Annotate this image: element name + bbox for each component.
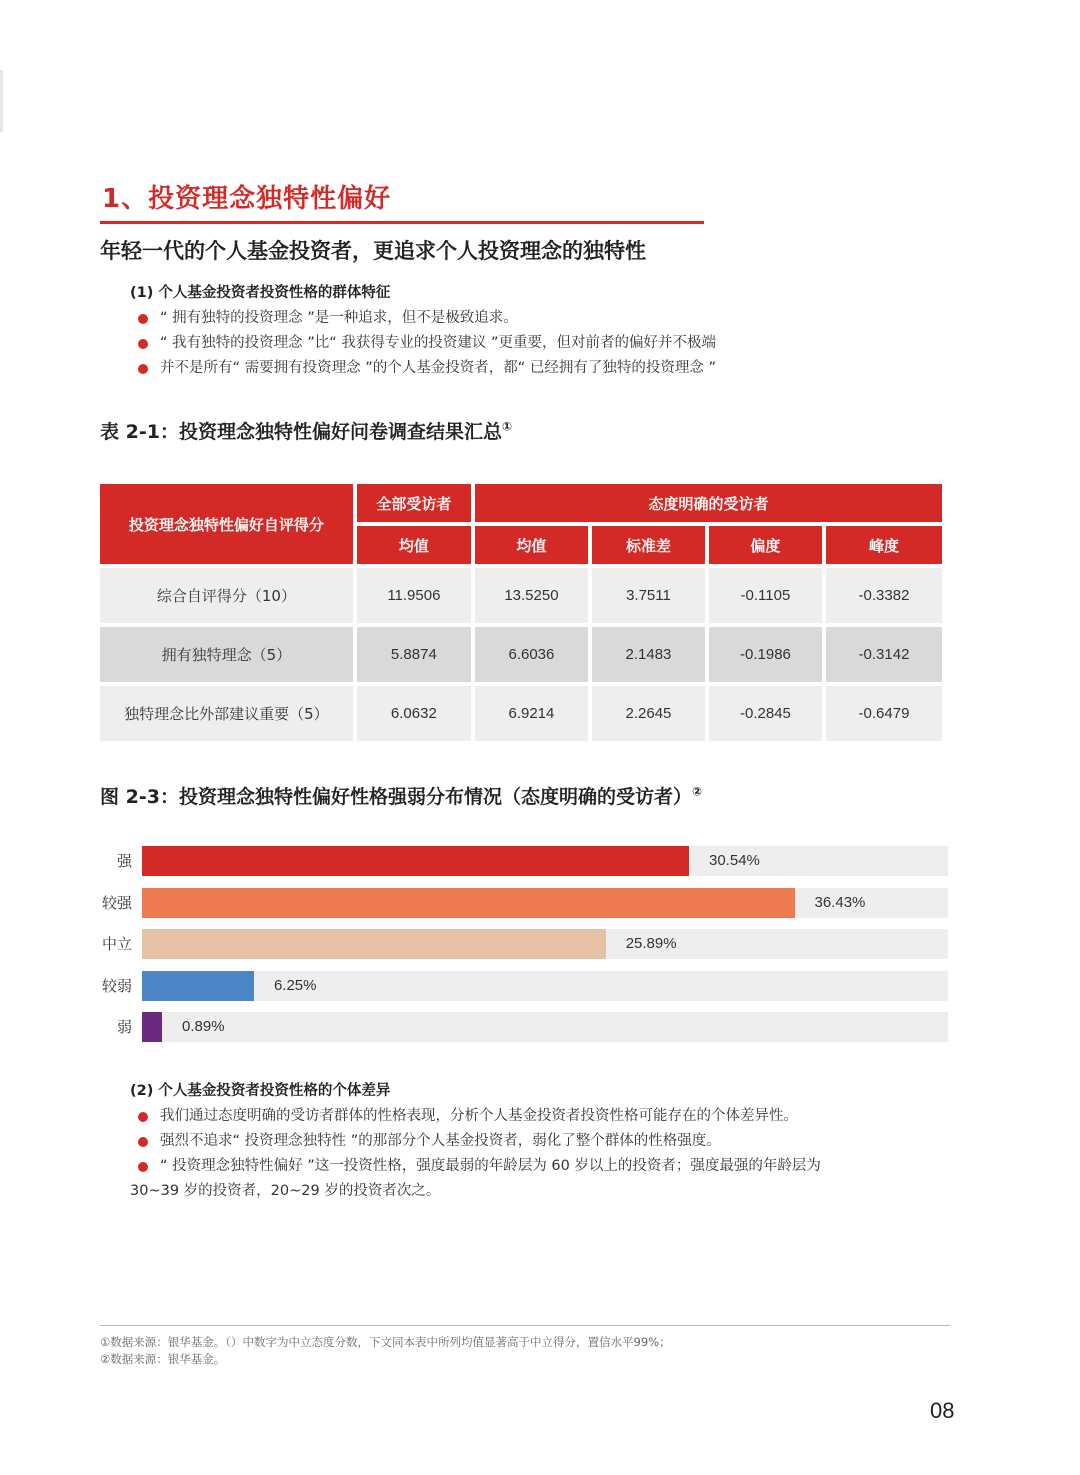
column-header: 标准差 [592,526,705,564]
table-footnote-mark: ① [501,419,513,434]
bar-category-label: 中立 [101,935,132,953]
bullet-text: 强烈不追求“ 投资理念独特性 ”的那部分个人基金投资者，弱化了整个群体的性格强度。 [160,1133,721,1149]
table-cell: 5.8874 [357,627,471,682]
bar-track [142,971,948,1001]
table-caption-text: 表 2-1：投资理念独特性偏好问卷调查结果汇总 [100,421,502,443]
part1-heading: (1) 个人基金投资者投资性格的群体特征 [130,285,391,301]
bar-category-label: 弱 [116,1018,132,1036]
bar-track [142,1012,948,1042]
row-label: 综合自评得分（10） [100,568,353,623]
chart-caption [100,782,702,809]
bullet-dot-icon [138,1137,148,1147]
table-cell: -0.3382 [826,568,942,623]
column-header: 均值 [357,526,471,564]
part1-bullet [130,306,716,331]
row-header-label: 投资理念独特性偏好自评得分 [100,484,353,564]
table-cell: -0.6479 [826,686,942,741]
column-header: 均值 [475,526,588,564]
part2-block [130,1079,821,1204]
section-subtitle: 年轻一代的个人基金投资者，更追求个人投资理念的独特性 [100,239,646,263]
group-header-all: 全部受访者 [357,484,471,522]
bar-category-label: 较强 [101,893,132,912]
table-cell: 2.1483 [592,627,705,682]
page-number: 08 [930,1398,955,1423]
footnote-2: ②数据来源：银华基金。 [100,1352,226,1366]
table-cell: 6.6036 [475,627,588,682]
table-cell: 11.9506 [357,568,471,623]
bar-track [142,888,948,918]
bullet-text: “ 我有独特的投资理念 ”比“ 我获得专业的投资建议 ”更重要，但对前者的偏好并不极端 [160,335,716,351]
bar [142,888,795,918]
bar-row [100,929,950,959]
bar-track [142,846,948,876]
bar [142,929,606,959]
bullet-text: “ 投资理念独特性偏好 ”这一投资性格，强度最弱的年龄层为 60 岁以上的投资者；强度最强的年龄层为 [160,1158,821,1174]
column-header: 偏度 [709,526,822,564]
part1-block [130,281,716,381]
footnote-1: ①数据来源：银华基金。（）中数字为中立态度分数，下文同本表中所列均值显著高于中立得分，置信水平99%； [100,1335,671,1349]
table-row [100,686,942,741]
bar [142,971,254,1001]
survey-table [96,480,946,745]
bullet-dot-icon [138,364,148,374]
part1-bullet [130,331,716,356]
table-cell: -0.1105 [709,568,822,623]
bullet-text: 并不是所有“ 需要拥有投资理念 ”的个人基金投资者，都“ 已经拥有了独特的投资理念 ” [160,360,716,376]
table-cell: -0.2845 [709,686,822,741]
bullet-text: “ 拥有独特的投资理念 ”是一种追求，但不是极致追求。 [160,310,518,326]
part2-bullet [130,1104,821,1129]
group-header-clear: 态度明确的受访者 [475,484,942,522]
chart-caption-text: 图 2-3：投资理念独特性偏好性格强弱分布情况（态度明确的受访者） [100,786,692,808]
chart-footnote-mark: ② [691,784,703,799]
table-cell: -0.3142 [826,627,942,682]
footnotes [100,1334,671,1368]
table-cell: 6.9214 [475,686,588,741]
bar-value-label: 25.89% [625,935,677,952]
bar-value-label: 36.43% [814,893,866,911]
table-cell: 13.5250 [475,568,588,623]
page-edge-mark [0,70,3,132]
footnote-divider [100,1325,950,1326]
bullet-text: 我们通过态度明确的受访者群体的性格表现，分析个人基金投资者投资性格可能存在的个体差异性。 [160,1108,798,1124]
bar-value-label: 0.89% [182,1018,225,1035]
part1-bullet [130,356,716,381]
part2-bullet-continuation: 30~39 岁的投资者，20~29 岁的投资者次之。 [130,1183,441,1199]
part2-bullet [130,1129,821,1154]
bullet-dot-icon [138,339,148,349]
table-caption [100,417,512,444]
table-cell: 6.0632 [357,686,471,741]
bar-row [100,888,950,918]
bullet-dot-icon [138,1162,148,1172]
table-cell: 3.7511 [592,568,705,623]
bar-value-label: 6.25% [273,976,317,994]
part2-bullet [130,1154,821,1179]
section-title: 1、投资理念独特性偏好 [102,184,392,214]
bar-row [100,971,950,1001]
bar [142,846,689,876]
distribution-bar-chart [100,846,950,1046]
table-cell: -0.1986 [709,627,822,682]
bar [142,1012,162,1042]
bar-row [100,846,950,876]
bar-row [100,1012,950,1042]
row-label: 独特理念比外部建议重要（5） [100,686,353,741]
column-header: 峰度 [826,526,942,564]
row-label: 拥有独特理念（5） [100,627,353,682]
bar-value-label: 30.54% [709,852,760,869]
table-cell: 2.2645 [592,686,705,741]
bar-category-label: 较弱 [101,976,132,995]
title-underline [100,221,704,224]
bullet-dot-icon [138,314,148,324]
bar-track [142,929,948,959]
bullet-dot-icon [138,1112,148,1122]
table-row [100,627,942,682]
table-row [100,568,942,623]
bar-category-label: 强 [116,852,132,870]
part2-heading: (2) 个人基金投资者投资性格的个体差异 [130,1083,391,1099]
